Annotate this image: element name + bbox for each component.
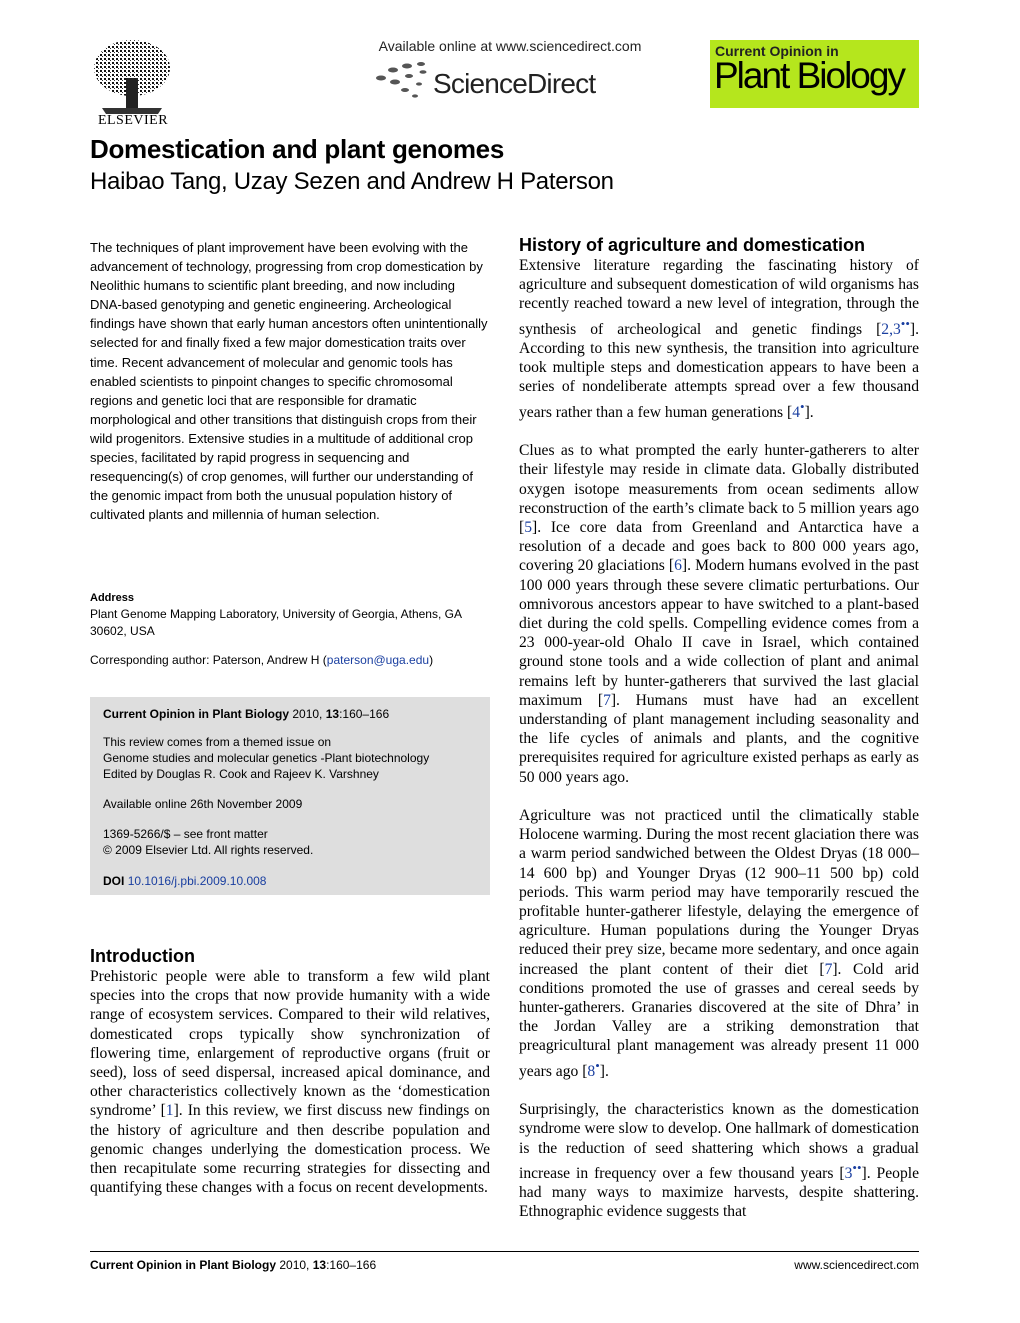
text-run: Extensive literature regarding the fascinating history of agriculture and subsequent domestication of wild organisms has recently reached toward a new level of integration, through the synthesis of archeological and genetic findings [: [519, 257, 919, 338]
journal-banner: [710, 40, 919, 108]
text-run: Surprisingly, the characteristics known as the domestication syndrome were slow to develop. One hallmark of domestication is the reduction of seed shattering which shows a gradual increase in frequency over a few thousand years [: [519, 1101, 919, 1183]
article-title: Domestication and plant genomes: [90, 134, 504, 164]
citation-link[interactable]: 5: [524, 519, 532, 536]
journal-banner-subtitle: Current Opinion in: [715, 43, 839, 59]
history-paragraph-3: [519, 806, 919, 1081]
address-line-2: 30602, USA: [90, 623, 155, 638]
info-themed-issue: This review comes from a themed issue on: [103, 735, 332, 749]
citation-link[interactable]: 3: [844, 1165, 853, 1183]
info-issn: 1369-5266/$ – see front matter: [103, 827, 268, 841]
sciencedirect-dots-icon: [375, 60, 435, 104]
citation-link[interactable]: 2,3: [881, 320, 901, 338]
info-doi-label: DOI: [103, 874, 125, 888]
info-pages: :160–166: [339, 707, 390, 721]
footer-divider: [90, 1251, 919, 1252]
info-copyright: © 2009 Elsevier Ltd. All rights reserved.: [103, 843, 314, 857]
email-link[interactable]: paterson@uga.edu: [326, 653, 430, 667]
history-paragraph-1: [519, 256, 919, 422]
text-run: ]. According to this new synthesis, the transition into agriculture took multiple steps and domestication appears to have been a series of nondeliberate attempts spread over a few thousand years rather than a few human generations [: [519, 320, 919, 421]
info-volume: 13: [325, 707, 340, 721]
address-heading: Address: [90, 592, 135, 604]
text-run: ]. In this review, we first discuss new findings on the history of agriculture and then describe population and genomic changes underlying the domestication process. We then recapitulate some recurring strategies for dissecting and quantifying these changes with a focus on recent developments.: [90, 1102, 490, 1197]
citation-link[interactable]: 1: [165, 1102, 174, 1120]
history-paragraph-2: [519, 441, 919, 787]
text-run: Prehistoric people were able to transform a few wild plant species into the crops that now provide humanity with a wide range of ecosystem services. Compared to their wild relatives, domesticated crops typically show synchronization of flowering time, enlargement of reproductive organs (fruit or seed), loss of seed dispersal, increased apical dominance, and other characteristics collectively known as the ‘domestication syndrome’ [: [90, 968, 490, 1120]
sciencedirect-wordmark: ScienceDirect: [433, 68, 596, 99]
citation-link[interactable]: 8: [587, 1062, 596, 1080]
footer-volume: 13: [312, 1258, 327, 1272]
footer-pages: :160–166: [326, 1258, 377, 1272]
footer-year: 2010,: [279, 1258, 310, 1272]
corresponding-suffix: ): [429, 653, 434, 667]
citation-marker: •: [595, 1057, 600, 1073]
info-themed-topic: Genome studies and molecular genetics -Plant biotechnology: [103, 751, 430, 765]
abstract-text: The techniques of plant improvement have been evolving with the advancement of technology, progressing from crop domestication by Neolithic humans to scientific plant breeding, and now including DNA-based genotyping and genetic engineering. Archeological findings have shown that early human ancestors often unintentionally selected for and finally fixed a few major domestication traits over time. Recent advancement of molecular and genomic tools has enabled scientists to pinpoint changes to specific chromosomal regions and genetic loci that are responsible for dramatic morphological and other transitions that distinguish crops from their wild progenitors. Extensive studies in a multitude of additional crop species, facilitated by rapid progress in sequencing and resequencing(s) of crop genomes, will further our understanding of the genomic impact from both the unusual population history of cultivated plants and millennia of human selection.: [90, 240, 488, 523]
available-online-text[interactable]: Available online at www.sciencedirect.com: [378, 38, 642, 54]
history-heading: History of agriculture and domestication: [519, 235, 866, 255]
history-body: [519, 256, 919, 1241]
article-authors: Haibao Tang, Uzay Sezen and Andrew H Paterson: [90, 168, 614, 195]
article-info-box: [90, 697, 490, 895]
publisher-name: ELSEVIER: [97, 113, 169, 128]
text-run: ]. Modern humans evolved in the past 100 000 years through these severe climatic perturbations. Our omnivorous ancestors appear to have switched to a plant-based diet during the cold spells. Compelling evidence comes from a 23 000-year-old Ohalo II cave in Israel, which contained ground stone tools and a wide collection of plant and animal remains left by hunter-gatherers that survived the last glacial maximum [: [519, 557, 919, 709]
text-run: Clues as to what prompted the early hunter-gatherers to alter their lifestyle may reside in climate data. Globally distributed oxygen isotope measurements from ocean sediments allow reconstruction of the earth’s climate back to 5 million years ago [: [519, 442, 919, 536]
history-paragraph-4: [519, 1100, 919, 1221]
abstract: [90, 238, 488, 524]
address-text: [90, 606, 490, 639]
info-journal: Current Opinion in Plant Biology: [103, 707, 289, 721]
citation-marker: •: [800, 398, 805, 414]
text-run: ]. Humans must have had an excellent understanding of plant management including seasonality and the life cycles of animals and plants, and the cognitive prerequisites required for agriculture existed perhaps as early as 50 000 years ago.: [519, 691, 919, 786]
text-run: ]. People had many ways to maximize harvests, despite shattering. Ethnographic evidence suggests that: [519, 1165, 919, 1221]
doi-link[interactable]: 10.1016/j.pbi.2009.10.008: [127, 874, 267, 888]
info-citation: [103, 707, 389, 721]
citation-link[interactable]: 7: [824, 960, 833, 978]
info-year: 2010,: [292, 707, 323, 721]
elsevier-tree-icon: [92, 38, 172, 114]
corresponding-prefix: Corresponding author: Paterson, Andrew H (: [90, 653, 327, 667]
info-editors: Edited by Douglas R. Cook and Rajeev K. Varshney: [103, 767, 379, 781]
introduction-heading: Introduction: [90, 946, 195, 966]
footer-journal: Current Opinion in Plant Biology: [90, 1258, 276, 1272]
citation-link[interactable]: 7: [603, 691, 611, 709]
journal-banner-title: Plant Biology: [714, 55, 904, 96]
citation-marker: ••: [852, 1159, 862, 1175]
text-run: Agriculture was not practiced until the climatically stable Holocene warming. During the most recent glaciation there was a warm period sandwiched between the Oldest Dryas (18 000–14 600 bp) and Younger Dryas (12 900–11 500 bp) cold periods. This warm period may have temporarily rescued the profitable hunter-gatherer lifestyle, delaying the emergence of agriculture. Human populations during the Younger Dryas reduced their prey size, became more sedentary, and once again increased the plant content of their diet [: [519, 807, 919, 978]
footer-url[interactable]: www.sciencedirect.com: [794, 1258, 919, 1272]
citation-link[interactable]: 4: [792, 403, 800, 421]
corresponding-author: [90, 653, 490, 667]
info-available-date: Available online 26th November 2009: [103, 797, 303, 811]
text-run: ]. Ice core data from Greenland and Antarctica have a resolution of a decade and goes back to 800 000 years ago, covering 20 glaciations [: [519, 519, 919, 575]
text-run: ]. Cold arid conditions promoted the use of grasses and cereal seeds by hunter-gatherers. Granaries discovered at the site of Dhra’ in the Jordan Valley are a striking demonstration that preagricultural plant management was already present 11 000 years ago [: [519, 960, 919, 1080]
citation-link[interactable]: 6: [674, 557, 682, 575]
text-run: ].: [804, 403, 814, 421]
footer-citation: [90, 1258, 376, 1272]
address-line-1: Plant Genome Mapping Laboratory, University of Georgia, Athens, GA: [90, 607, 462, 621]
info-doi: [103, 874, 266, 888]
introduction-body: [90, 967, 490, 1217]
text-run: ].: [599, 1062, 609, 1080]
introduction-paragraph: [90, 967, 490, 1197]
citation-marker: ••: [900, 315, 910, 331]
